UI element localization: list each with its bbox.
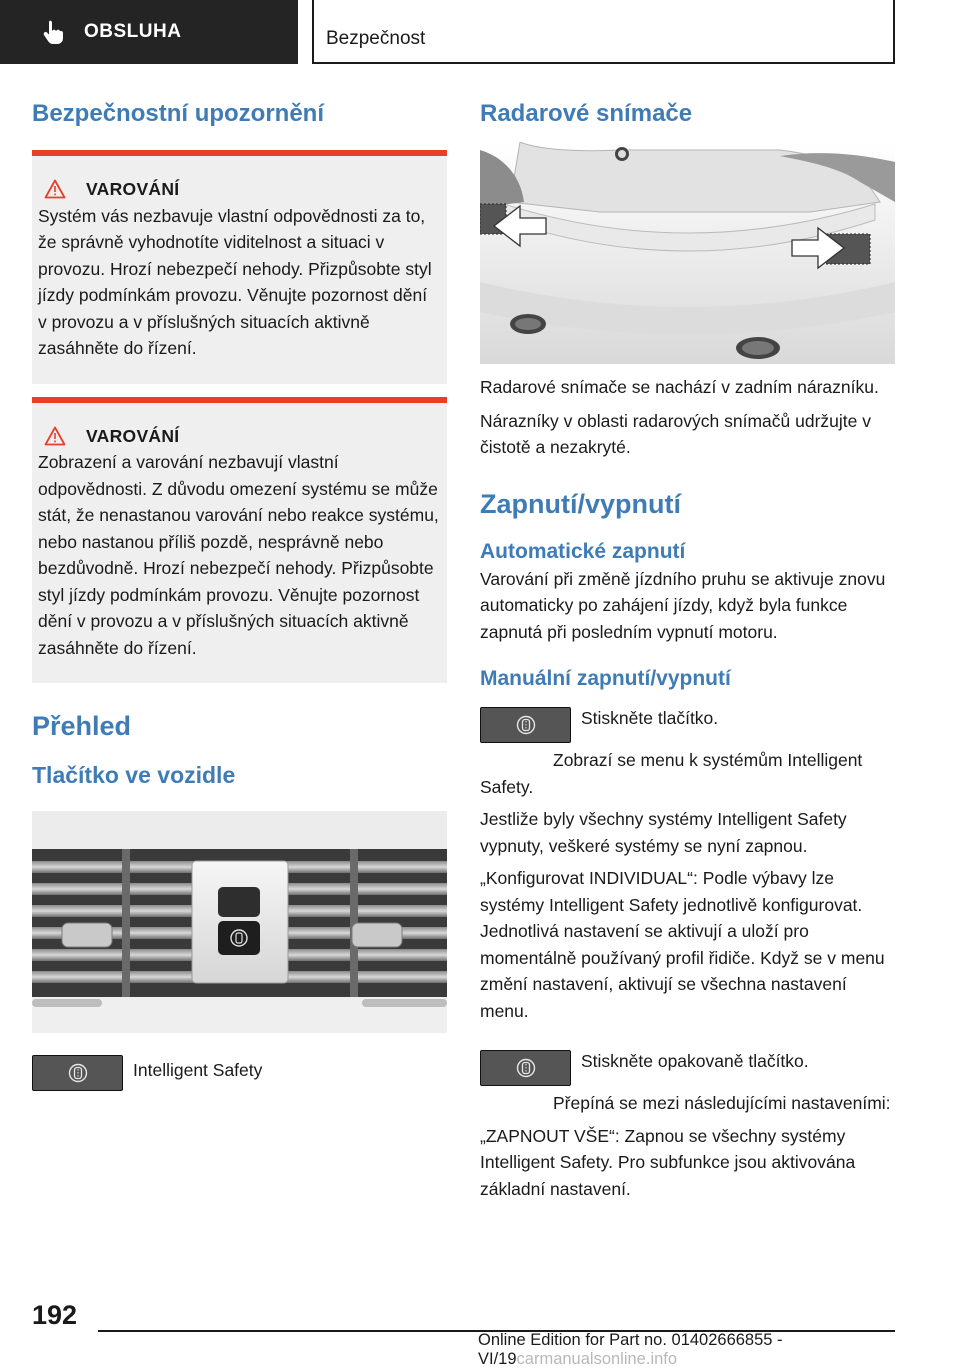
- auto-on-text: Varování při změně jízdního pruhu se aktivuje znovu automaticky po zahájení jízdy, když byla funkce zapnutá při posledním vypnutí motoru.: [480, 568, 886, 642]
- intelligent-safety-button-row: [32, 1055, 447, 1091]
- footer-edition: [478, 1331, 960, 1369]
- on-off-heading: Zapnutí/vypnutí: [480, 488, 681, 519]
- warning-text: Zobrazení a varování nezbavují vlastní odpovědnosti. Z důvodu omezení systému se může stát, že nenastanou varování nebo reakce systému, nebo nastanou příliš pozdě, nesprávně nebo bezdůvodně. Hrozí nebezpečí nehody. Přizpůsobte styl jízdy podmínkám provozu. Věnujte pozornost dění v provozu a v příslušných situacích aktivně zasáhněte do řízení.: [38, 452, 439, 658]
- warning-title-text: VAROVÁNÍ: [86, 425, 180, 446]
- warning-title: [44, 176, 439, 203]
- section-tab-label: OBSLUHA: [84, 21, 182, 42]
- dashboard-button-photo: [32, 811, 447, 1033]
- radar-location-text: Radarové snímače se nachází v zadním nárazníku.: [480, 377, 879, 397]
- menu-shown-text: Zobrazí se menu k systémům Intelligent Safety.: [480, 750, 863, 797]
- left-column: [32, 100, 447, 1091]
- warning-title-text: VAROVÁNÍ: [86, 179, 180, 199]
- intelligent-safety-label: Intelligent Safety: [133, 1060, 263, 1080]
- safety-notes-heading: Bezpečnostní upozornění: [32, 100, 325, 127]
- radar-sensors-heading: Radarové snímače: [480, 100, 693, 127]
- watermark-text: carmanualsonline.info: [516, 1350, 678, 1368]
- warning-box-2: [32, 397, 447, 684]
- rear-bumper-radar-photo: [480, 142, 895, 364]
- warning-box: [32, 150, 447, 384]
- warning-triangle-icon: [44, 179, 66, 199]
- configure-individual-text: „Konfigurovat INDIVIDUAL“: Podle výbavy lze systémy Intelligent Safety jednotlivě konfigurovat. Jednotlivá nastavení se aktivují a uloží pro momentálně používaný profil řidiče. Když se v menu změní nastavení, aktivují se všechna nastavení menu.: [480, 868, 885, 1021]
- switches-between-text: Přepíná se mezi následujícími nastaveními:: [553, 1093, 891, 1113]
- page-number: 192: [32, 1300, 78, 1330]
- auto-on-heading: Automatické zapnutí: [480, 539, 686, 563]
- section-tab: [0, 0, 298, 64]
- intelligent-safety-button-icon: [32, 1055, 123, 1091]
- press-button-text: Stiskněte tlačítko.: [581, 708, 719, 728]
- right-column: [480, 100, 895, 1202]
- hand-icon: [40, 19, 66, 45]
- manual-step-2: [480, 1048, 895, 1086]
- edition-text: Online Edition for Part no. 01402666855 - VI/19: [478, 1331, 783, 1368]
- manual-on-off-heading: Manuální zapnutí/vypnutí: [480, 667, 731, 690]
- warning-triangle-icon: [44, 426, 66, 446]
- warning-title: [44, 423, 439, 450]
- all-off-text: Jestliže byly všechny systémy Intelligent Safety vypnuty, veškeré systémy se nyní zapnou.: [480, 809, 847, 856]
- overview-heading: Přehled: [32, 711, 132, 741]
- radar-care-text: Nárazníky v oblasti radarových snímačů udržujte v čistotě a nezakryté.: [480, 410, 871, 457]
- press-repeatedly-text: Stiskněte opakovaně tlačítko.: [581, 1051, 809, 1071]
- intelligent-safety-button-icon: [480, 707, 571, 743]
- warning-text: Systém vás nezbavuje vlastní odpovědnosti za to, že správně vyhodnotíte viditelnost a situaci v provozu. Hrozí nebezpečí nehody. Přizpůsobte styl jízdy podmínkám provozu. Věnujte pozornost dění v provozu a v příslušných situacích aktivně zasáhněte do řízení.: [38, 205, 432, 358]
- intelligent-safety-button-icon: [480, 1050, 571, 1086]
- all-on-text: „ZAPNOUT VŠE“: Zapnou se všechny systémy Intelligent Safety. Pro subfunkce jsou aktivována základní nastavení.: [480, 1125, 856, 1199]
- chapter-title: Bezpečnost: [312, 0, 895, 64]
- manual-step-1: [480, 705, 895, 743]
- button-in-vehicle-heading: Tlačítko ve vozidle: [32, 762, 236, 788]
